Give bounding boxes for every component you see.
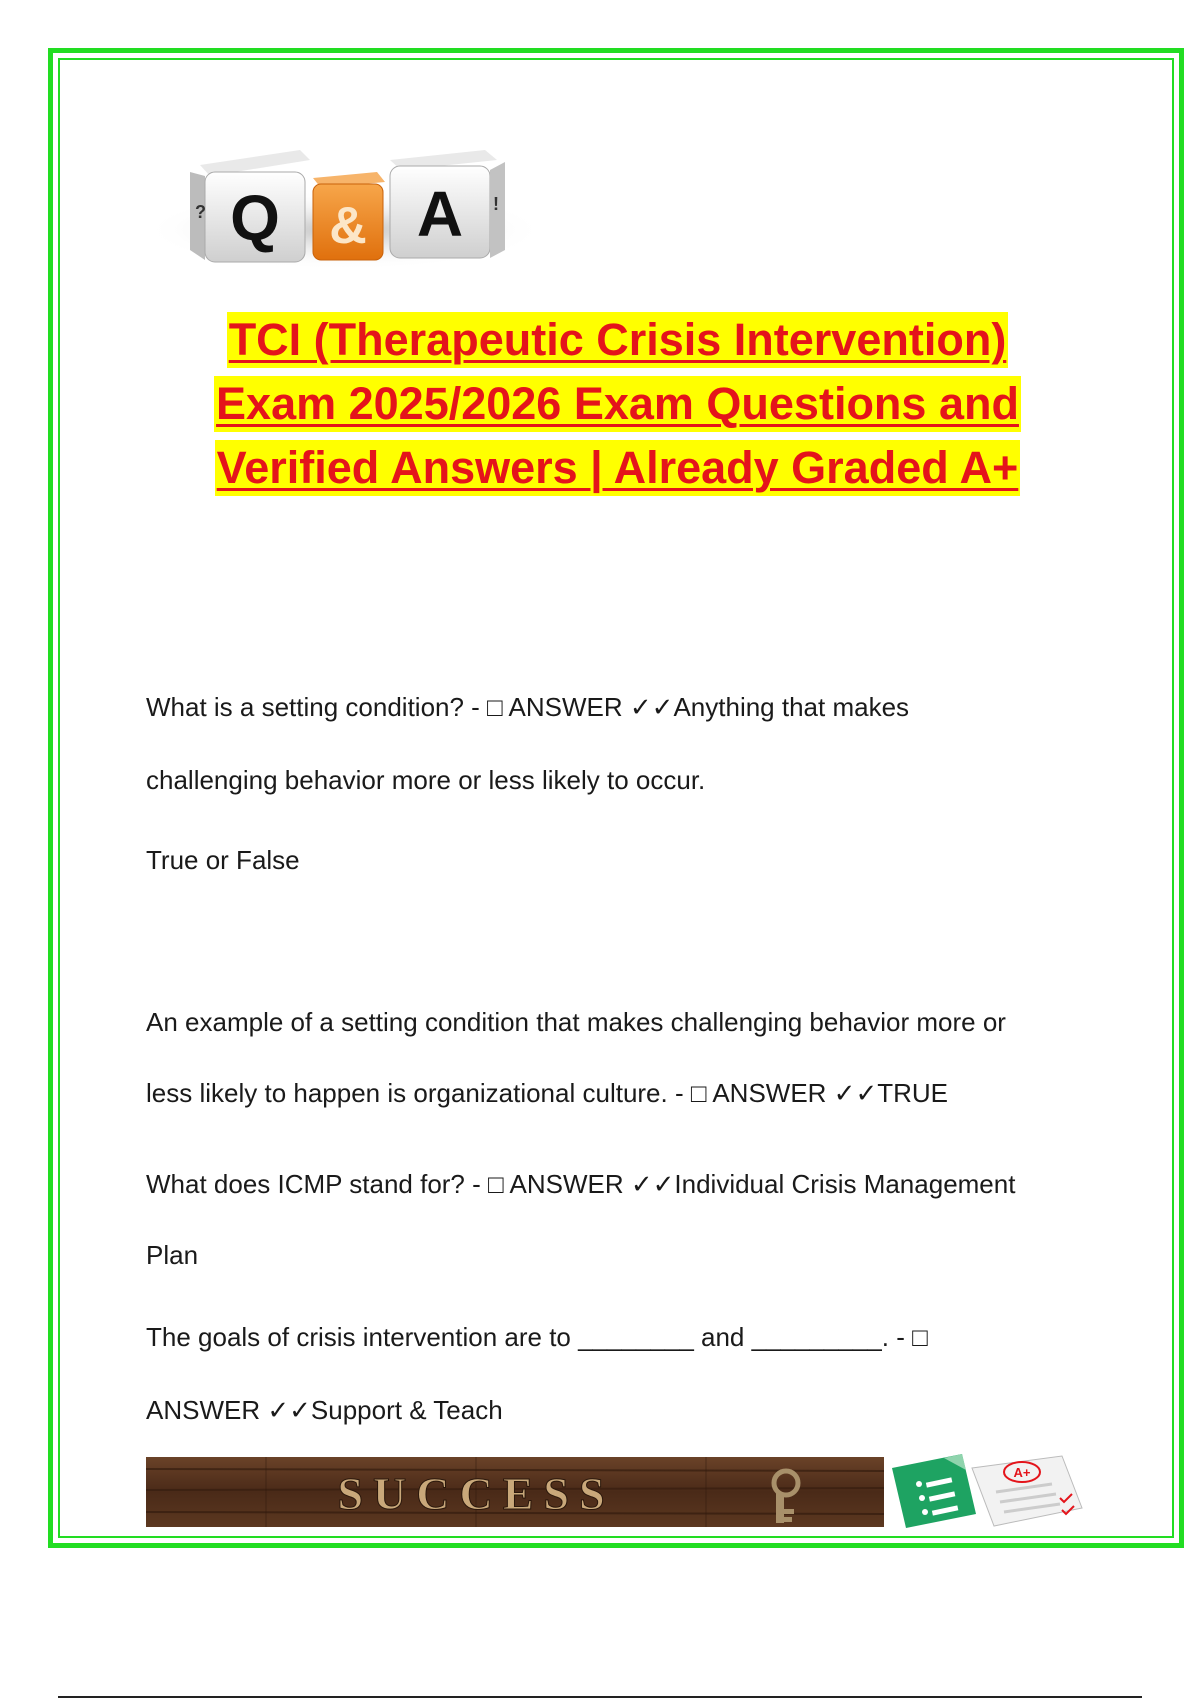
die-a	[390, 150, 505, 258]
spreadsheet-icon	[892, 1454, 976, 1528]
logo-letter-q: Q	[230, 182, 280, 254]
graded-paper	[972, 1456, 1082, 1526]
die-q	[190, 150, 310, 262]
die-ampersand	[313, 172, 385, 260]
svg-text:?: ?	[195, 202, 206, 222]
qa-line-7: Plan	[146, 1240, 199, 1270]
success-banner-image	[146, 1457, 884, 1527]
svg-text:!: !	[493, 194, 499, 214]
qa-line-1: What is a setting condition? - □ ANSWER ✓✓Anything that makes	[146, 692, 910, 722]
title-line-1: TCI (Therapeutic Crisis Intervention)	[227, 312, 1009, 368]
qa-line-8: The goals of crisis intervention are to ________ and _________. - □	[146, 1322, 928, 1352]
title-line-2: Exam 2025/2026 Exam Questions and	[214, 376, 1021, 432]
qa-dice-logo	[145, 110, 555, 300]
grade-badge: A+	[1013, 1465, 1031, 1480]
qa-line-9: ANSWER ✓✓Support & Teach	[146, 1395, 503, 1425]
qa-line-6: What does ICMP stand for? - □ ANSWER ✓✓Individual Crisis Management	[146, 1169, 1016, 1199]
graded-paper-icon	[884, 1448, 1089, 1534]
qa-line-4: An example of a setting condition that makes challenging behavior more or	[146, 1007, 1006, 1037]
success-banner-text: SUCCESS	[337, 1468, 615, 1519]
logo-letter-a: A	[416, 178, 464, 250]
qa-line-5: less likely to happen is organizational culture. - □ ANSWER ✓✓TRUE	[146, 1078, 949, 1108]
document-title	[100, 312, 1135, 504]
title-line-3: Verified Answers | Already Graded A+	[215, 440, 1021, 496]
page-footer-rule	[58, 1696, 1142, 1698]
qa-line-3: True or False	[146, 845, 300, 875]
logo-ampersand: &	[329, 197, 367, 255]
qa-line-2: challenging behavior more or less likely to occur.	[146, 765, 706, 795]
